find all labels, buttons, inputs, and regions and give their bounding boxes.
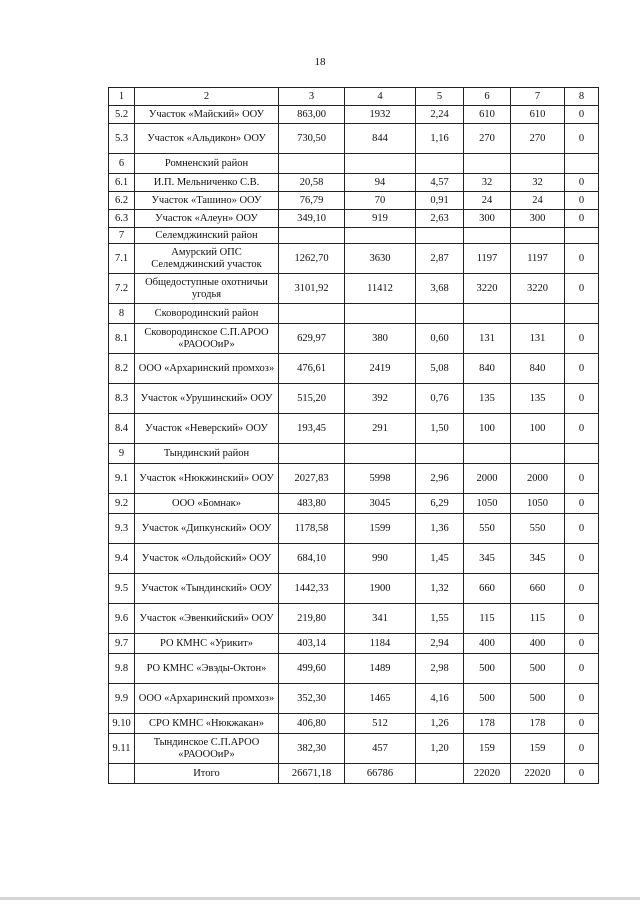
table-cell: 1932 <box>345 106 416 124</box>
table-row <box>109 304 599 324</box>
table-cell: 610 <box>511 106 565 124</box>
table-cell: Селемджинский район <box>135 228 279 244</box>
table-cell: 5998 <box>345 464 416 494</box>
table-row <box>109 210 599 228</box>
table-cell: 115 <box>464 604 511 634</box>
table-cell: 660 <box>464 574 511 604</box>
table-cell: 7 <box>109 228 135 244</box>
table-cell: 0 <box>565 244 599 274</box>
table-cell: 406,80 <box>279 714 345 734</box>
table-row <box>109 634 599 654</box>
table-cell: 131 <box>511 324 565 354</box>
table-cell: 193,45 <box>279 414 345 444</box>
table-cell: 159 <box>464 734 511 764</box>
table-row <box>109 354 599 384</box>
table-cell: 100 <box>511 414 565 444</box>
table-cell: 9.10 <box>109 714 135 734</box>
table-row <box>109 654 599 684</box>
table-cell <box>565 304 599 324</box>
table-cell: 11412 <box>345 274 416 304</box>
table-cell: 8.3 <box>109 384 135 414</box>
table-cell <box>109 764 135 784</box>
table-cell: 9.5 <box>109 574 135 604</box>
table-cell: 8 <box>109 304 135 324</box>
table-cell: 0 <box>565 464 599 494</box>
table-cell <box>416 228 464 244</box>
table-cell: Участок «Ташино» ООУ <box>135 192 279 210</box>
table-cell: Амурский ОПС Селемджинский участок <box>135 244 279 274</box>
header-cell: 3 <box>279 88 345 106</box>
table-cell: 392 <box>345 384 416 414</box>
table-cell: Участок «Тындинский» ООУ <box>135 574 279 604</box>
table-cell: 400 <box>511 634 565 654</box>
table-cell: 349,10 <box>279 210 345 228</box>
header-cell: 6 <box>464 88 511 106</box>
table-cell: Участок «Урушинский» ООУ <box>135 384 279 414</box>
table-cell: 0 <box>565 654 599 684</box>
table-cell: 20,58 <box>279 174 345 192</box>
table-cell: 159 <box>511 734 565 764</box>
table-cell: ООО «Бомнак» <box>135 494 279 514</box>
table-cell: 0 <box>565 714 599 734</box>
table-cell: 6.3 <box>109 210 135 228</box>
table-cell: 0 <box>565 574 599 604</box>
table-cell: 2027,83 <box>279 464 345 494</box>
table-cell: 1050 <box>464 494 511 514</box>
table-cell: 6,29 <box>416 494 464 514</box>
table-cell: 990 <box>345 544 416 574</box>
table-cell <box>279 304 345 324</box>
table-cell: 3220 <box>511 274 565 304</box>
table-cell <box>345 154 416 174</box>
table-row <box>109 604 599 634</box>
table-cell: Участок «Альдикон» ООУ <box>135 124 279 154</box>
table-cell: 1,26 <box>416 714 464 734</box>
table-cell: 6.1 <box>109 174 135 192</box>
table-cell: 345 <box>464 544 511 574</box>
table-cell: 3045 <box>345 494 416 514</box>
table-cell: 76,79 <box>279 192 345 210</box>
table-cell: 863,00 <box>279 106 345 124</box>
table-cell: 5.2 <box>109 106 135 124</box>
table-cell: 660 <box>511 574 565 604</box>
table-cell: 7.1 <box>109 244 135 274</box>
table-cell: 94 <box>345 174 416 192</box>
table-cell: 26671,18 <box>279 764 345 784</box>
table-row <box>109 106 599 124</box>
table-row <box>109 154 599 174</box>
table-cell <box>279 154 345 174</box>
table-cell <box>416 444 464 464</box>
table-cell <box>464 304 511 324</box>
table-cell: 135 <box>511 384 565 414</box>
table-cell: 22020 <box>511 764 565 784</box>
table-cell: 0 <box>565 604 599 634</box>
table-cell <box>416 154 464 174</box>
table-cell: 178 <box>511 714 565 734</box>
table-row <box>109 444 599 464</box>
table-cell: 100 <box>464 414 511 444</box>
table-cell: 270 <box>464 124 511 154</box>
table-row <box>109 414 599 444</box>
table-cell: 1,55 <box>416 604 464 634</box>
table-cell: 0,60 <box>416 324 464 354</box>
table-cell: РО КМНС «Урикит» <box>135 634 279 654</box>
table-cell <box>511 154 565 174</box>
table-cell: 0 <box>565 210 599 228</box>
table-cell: 0 <box>565 354 599 384</box>
table-cell: 730,50 <box>279 124 345 154</box>
page-number: 18 <box>314 56 326 68</box>
table-cell: Общедоступные охотничьи угодья <box>135 274 279 304</box>
table-cell: 8.4 <box>109 414 135 444</box>
table-cell: 300 <box>511 210 565 228</box>
table-cell: Участок «Нюкжинский» ООУ <box>135 464 279 494</box>
table-cell: 4,16 <box>416 684 464 714</box>
table-cell: 2,98 <box>416 654 464 684</box>
table-cell <box>511 304 565 324</box>
table-cell: 515,20 <box>279 384 345 414</box>
table-cell: 1184 <box>345 634 416 654</box>
table-cell: 400 <box>464 634 511 654</box>
table-row <box>109 574 599 604</box>
table-cell: 6.2 <box>109 192 135 210</box>
table-cell: 0 <box>565 192 599 210</box>
table-cell: 840 <box>464 354 511 384</box>
table-cell: 24 <box>511 192 565 210</box>
table-cell: ООО «Архаринский промхоз» <box>135 354 279 384</box>
table-cell: СРО КМНС «Нюкжакан» <box>135 714 279 734</box>
table-cell: 341 <box>345 604 416 634</box>
table-row <box>109 714 599 734</box>
table-cell: 9 <box>109 444 135 464</box>
table-cell: 919 <box>345 210 416 228</box>
table-cell: 7.2 <box>109 274 135 304</box>
table-cell: 178 <box>464 714 511 734</box>
table-cell: 684,10 <box>279 544 345 574</box>
table-cell: 32 <box>464 174 511 192</box>
table-cell: 0 <box>565 514 599 544</box>
table-row <box>109 734 599 764</box>
header-cell: 8 <box>565 88 599 106</box>
table-cell: 499,60 <box>279 654 345 684</box>
table-cell: 2,87 <box>416 244 464 274</box>
table-cell: 403,14 <box>279 634 345 654</box>
table-cell: 1,36 <box>416 514 464 544</box>
table-cell <box>565 154 599 174</box>
table-cell: 0 <box>565 174 599 192</box>
header-row <box>109 88 599 106</box>
header-cell: 1 <box>109 88 135 106</box>
table-cell: 0 <box>565 544 599 574</box>
table-row <box>109 228 599 244</box>
table-cell: 9.2 <box>109 494 135 514</box>
table-cell: 9.9 <box>109 684 135 714</box>
table-cell: 483,80 <box>279 494 345 514</box>
table-cell: 2419 <box>345 354 416 384</box>
table-cell: 9.6 <box>109 604 135 634</box>
table-cell: 3,68 <box>416 274 464 304</box>
table-row <box>109 274 599 304</box>
table-row <box>109 124 599 154</box>
table-cell: 844 <box>345 124 416 154</box>
table-row <box>109 494 599 514</box>
table-cell: 1900 <box>345 574 416 604</box>
table-cell: 0 <box>565 324 599 354</box>
table-cell: 0 <box>565 384 599 414</box>
table-row <box>109 384 599 414</box>
table-row <box>109 684 599 714</box>
table-cell: 135 <box>464 384 511 414</box>
table-cell: 1262,70 <box>279 244 345 274</box>
table-cell: 5,08 <box>416 354 464 384</box>
table-cell: Сковородинский район <box>135 304 279 324</box>
table-cell: 5.3 <box>109 124 135 154</box>
table-cell: Итого <box>135 764 279 784</box>
table-cell: 1489 <box>345 654 416 684</box>
table-cell: 9.8 <box>109 654 135 684</box>
table-cell <box>511 228 565 244</box>
table-cell: 0,76 <box>416 384 464 414</box>
table-cell: 500 <box>511 654 565 684</box>
table-cell: 9.4 <box>109 544 135 574</box>
table-row <box>109 174 599 192</box>
table-cell: 0 <box>565 124 599 154</box>
table-cell: 8.1 <box>109 324 135 354</box>
table-cell: 115 <box>511 604 565 634</box>
table-cell: 300 <box>464 210 511 228</box>
table-cell: 352,30 <box>279 684 345 714</box>
table-cell: 1197 <box>511 244 565 274</box>
table-cell: 1050 <box>511 494 565 514</box>
table-cell: Участок «Ольдойский» ООУ <box>135 544 279 574</box>
table-cell: 1442,33 <box>279 574 345 604</box>
table-cell: 0,91 <box>416 192 464 210</box>
table-row <box>109 764 599 784</box>
header-cell: 7 <box>511 88 565 106</box>
table-cell <box>464 154 511 174</box>
table-cell <box>464 228 511 244</box>
table-cell: 270 <box>511 124 565 154</box>
table-cell: 382,30 <box>279 734 345 764</box>
table-cell: 291 <box>345 414 416 444</box>
table-cell <box>416 764 464 784</box>
table-cell: 2,24 <box>416 106 464 124</box>
table-cell: 8.2 <box>109 354 135 384</box>
table-cell: 0 <box>565 684 599 714</box>
table-cell: 0 <box>565 274 599 304</box>
table-cell: 0 <box>565 106 599 124</box>
table-cell: 500 <box>464 684 511 714</box>
table-row <box>109 244 599 274</box>
table-cell: 1465 <box>345 684 416 714</box>
table-cell: 1197 <box>464 244 511 274</box>
table-row <box>109 192 599 210</box>
table-cell: 1,50 <box>416 414 464 444</box>
table-cell: Сковородинское С.П.АРОО «РАОООиР» <box>135 324 279 354</box>
table-cell: 1,45 <box>416 544 464 574</box>
table-cell: 0 <box>565 414 599 444</box>
table-cell: 380 <box>345 324 416 354</box>
table-cell: 500 <box>511 684 565 714</box>
header-cell: 2 <box>135 88 279 106</box>
table-cell: 1,20 <box>416 734 464 764</box>
table-cell: 9.11 <box>109 734 135 764</box>
table-cell: 9.3 <box>109 514 135 544</box>
table-cell: 1,16 <box>416 124 464 154</box>
table-row <box>109 324 599 354</box>
table-cell: Участок «Эвенкийский» ООУ <box>135 604 279 634</box>
table-cell: 457 <box>345 734 416 764</box>
table-cell: 2,96 <box>416 464 464 494</box>
header-cell: 5 <box>416 88 464 106</box>
table-cell <box>279 444 345 464</box>
table-cell: 610 <box>464 106 511 124</box>
table-cell: 3630 <box>345 244 416 274</box>
scan-edge <box>0 897 640 900</box>
table-row <box>109 464 599 494</box>
data-table <box>108 87 599 784</box>
table-cell: 840 <box>511 354 565 384</box>
table-cell: 0 <box>565 734 599 764</box>
header-cell: 4 <box>345 88 416 106</box>
table-cell <box>279 228 345 244</box>
table-cell: ООО «Архаринский промхоз» <box>135 684 279 714</box>
table-cell: Тындинский район <box>135 444 279 464</box>
table-cell: 2000 <box>464 464 511 494</box>
table-cell: Тындинское С.П.АРОО «РАОООиР» <box>135 734 279 764</box>
table-cell: 1178,58 <box>279 514 345 544</box>
table-cell: 3220 <box>464 274 511 304</box>
table-cell: Участок «Дипкунский» ООУ <box>135 514 279 544</box>
table-cell: 0 <box>565 634 599 654</box>
table-cell: 219,80 <box>279 604 345 634</box>
table-cell: 22020 <box>464 764 511 784</box>
table-cell: 2000 <box>511 464 565 494</box>
table-cell <box>416 304 464 324</box>
table-cell: РО КМНС «Эвэды-Октон» <box>135 654 279 684</box>
table-cell: 70 <box>345 192 416 210</box>
table-cell: Участок «Алеун» ООУ <box>135 210 279 228</box>
table-cell <box>345 304 416 324</box>
table-cell: 2,63 <box>416 210 464 228</box>
table-cell: Участок «Майский» ООУ <box>135 106 279 124</box>
table-cell: 66786 <box>345 764 416 784</box>
table-cell: 0 <box>565 764 599 784</box>
table-cell: 32 <box>511 174 565 192</box>
table-cell: 0 <box>565 494 599 514</box>
table-cell: 476,61 <box>279 354 345 384</box>
table-cell: 1,32 <box>416 574 464 604</box>
table-cell: Ромненский район <box>135 154 279 174</box>
table-cell: 24 <box>464 192 511 210</box>
table-cell: 6 <box>109 154 135 174</box>
table-cell: 9.1 <box>109 464 135 494</box>
table-cell: 512 <box>345 714 416 734</box>
table-cell: Участок «Неверский» ООУ <box>135 414 279 444</box>
table-cell: 1599 <box>345 514 416 544</box>
table-row <box>109 514 599 544</box>
table-cell <box>565 228 599 244</box>
table-cell: 345 <box>511 544 565 574</box>
table-cell <box>345 228 416 244</box>
table-cell: 131 <box>464 324 511 354</box>
table-cell <box>345 444 416 464</box>
table-cell: 629,97 <box>279 324 345 354</box>
table-cell: 3101,92 <box>279 274 345 304</box>
table-cell <box>565 444 599 464</box>
table-cell <box>511 444 565 464</box>
table-cell: 550 <box>464 514 511 544</box>
table-cell: И.П. Мельниченко С.В. <box>135 174 279 192</box>
table-row <box>109 544 599 574</box>
table-cell: 4,57 <box>416 174 464 192</box>
table-cell <box>464 444 511 464</box>
table-cell: 500 <box>464 654 511 684</box>
table-cell: 550 <box>511 514 565 544</box>
table-cell: 9.7 <box>109 634 135 654</box>
table-cell: 2,94 <box>416 634 464 654</box>
